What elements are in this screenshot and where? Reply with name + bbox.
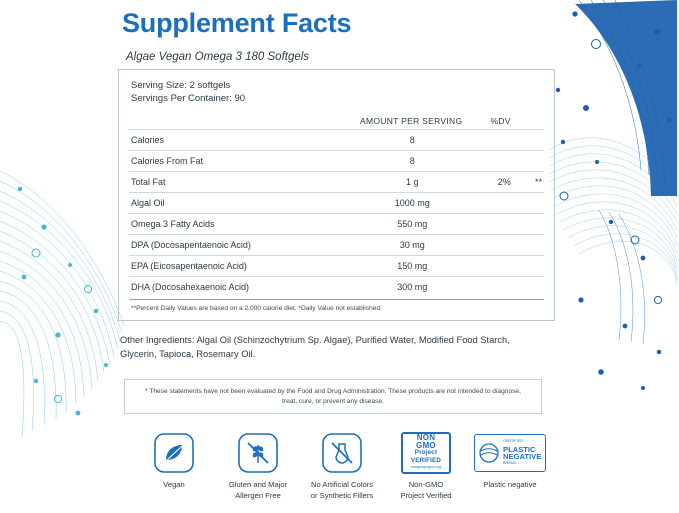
nutrient-dv (469, 130, 511, 151)
badge-non-gmo-project-verified (384, 432, 468, 501)
nongmo-line-3: Project (414, 449, 438, 457)
nutrient-dv (469, 277, 511, 298)
nutrient-amount: 1 g (353, 172, 469, 193)
daily-value-footnote: **Percent Daily Values are based on a 2,000 calorie diet. *Daily Value not established (131, 305, 381, 312)
table-row (129, 193, 544, 214)
table-row (129, 172, 544, 193)
badge-no-artificial-colors (300, 432, 384, 501)
nutrient-name: Total Fat (129, 172, 353, 193)
nutrient-note (511, 277, 544, 298)
non-gmo-verified-icon (384, 432, 468, 474)
header-amount-per-serving: AMOUNT PER SERVING (360, 116, 463, 126)
nutrient-amount: 30 mg (353, 235, 469, 256)
other-ingredients: Other Ingredients: Algal Oil (Schinzochytrium Sp. Algae), Purified Water, Modified Food Starch, Glycerin, Tapioca, Rosemary Oil. (120, 335, 510, 359)
nongmo-line-2: GMO (416, 440, 436, 450)
nutrient-note (511, 256, 544, 277)
plastic-line-3: NEGATIVE (503, 452, 542, 461)
table-header-row (129, 111, 544, 130)
table-row (129, 256, 544, 277)
nutrient-note (511, 151, 544, 172)
nutrient-dv: 2% (469, 172, 511, 193)
nutrient-dv (469, 235, 511, 256)
nutrient-name: DHA (Docosahexaenoic Acid) (129, 277, 353, 298)
nutrient-name: Omega 3 Fatty Acids (129, 214, 353, 235)
badge-caption: Non-GMO Project Verified (400, 480, 452, 500)
nutrient-note (511, 130, 544, 151)
nutrient-name: Calories (129, 130, 353, 151)
page-title: Supplement Facts (122, 8, 352, 38)
nongmo-line-5: nongmoproject.org (411, 465, 441, 470)
nutrient-dv (469, 256, 511, 277)
nutrient-dv (469, 151, 511, 172)
dropper-crossed-icon (300, 432, 384, 474)
globe-icon (478, 442, 500, 464)
nongmo-line-4: VERIFIED (410, 456, 442, 464)
plastic-line-4: BRAND (503, 461, 517, 466)
nutrient-note: ** (511, 172, 544, 193)
table-row (129, 277, 544, 298)
nutrient-name: Algal Oil (129, 193, 353, 214)
table-row (129, 130, 544, 151)
plastic-line-1: CERTIFIED (503, 439, 523, 444)
badge-caption: Gluten and Major Allergen Free (228, 480, 288, 500)
nutrient-name: DPA (Docosapentaenoic Acid) (129, 235, 353, 256)
nutrient-note (511, 235, 544, 256)
nutrient-dv (469, 214, 511, 235)
badge-vegan (132, 432, 216, 491)
badge-gluten-allergen-free (216, 432, 300, 501)
leaf-icon (132, 432, 216, 474)
nutrition-table (129, 111, 544, 297)
badge-plastic-negative (468, 432, 552, 491)
badge-caption: Plastic negative (483, 480, 537, 489)
table-row (129, 235, 544, 256)
servings-per-container: Servings Per Container: 90 (131, 93, 246, 104)
nongmo-line-1: NON (416, 433, 436, 443)
nutrient-amount: 150 mg (353, 256, 469, 277)
supplement-facts-box (118, 69, 555, 321)
nutrient-name: Calories From Fat (129, 151, 353, 172)
nutrient-note (511, 214, 544, 235)
nutrient-note (511, 193, 544, 214)
wheat-crossed-icon (216, 432, 300, 474)
plastic-negative-icon (468, 432, 552, 474)
header-nutrient (129, 111, 353, 130)
fda-disclaimer: * These statements have not been evaluated by the Food and Drug Administration. These products are not intended to diagnose, treat, cure, or prevent any disease. (124, 379, 542, 414)
nutrient-dv (469, 193, 511, 214)
nutrient-amount: 550 mg (353, 214, 469, 235)
decorative-network-art-right (539, 0, 679, 420)
serving-size: Serving Size: 2 softgels (131, 80, 231, 91)
nutrient-amount: 300 mg (353, 277, 469, 298)
serving-info (129, 78, 544, 111)
product-name: Algae Vegan Omega 3 180 Softgels (126, 51, 310, 63)
plastic-line-2: PLASTIC (503, 444, 536, 454)
table-row (129, 214, 544, 235)
badge-caption: No Artificial Colors or Synthetic Fillers (310, 480, 374, 500)
nutrient-amount: 8 (353, 151, 469, 172)
badge-caption: Vegan (163, 480, 185, 489)
supplement-facts-panel (118, 0, 558, 414)
header-daily-value: %DV (490, 116, 511, 126)
nutrient-amount: 8 (353, 130, 469, 151)
nutrient-amount: 1000 mg (353, 193, 469, 214)
certification-badges (132, 432, 552, 501)
nutrient-name: EPA (Eicosapentaenoic Acid) (129, 256, 353, 277)
table-row (129, 151, 544, 172)
